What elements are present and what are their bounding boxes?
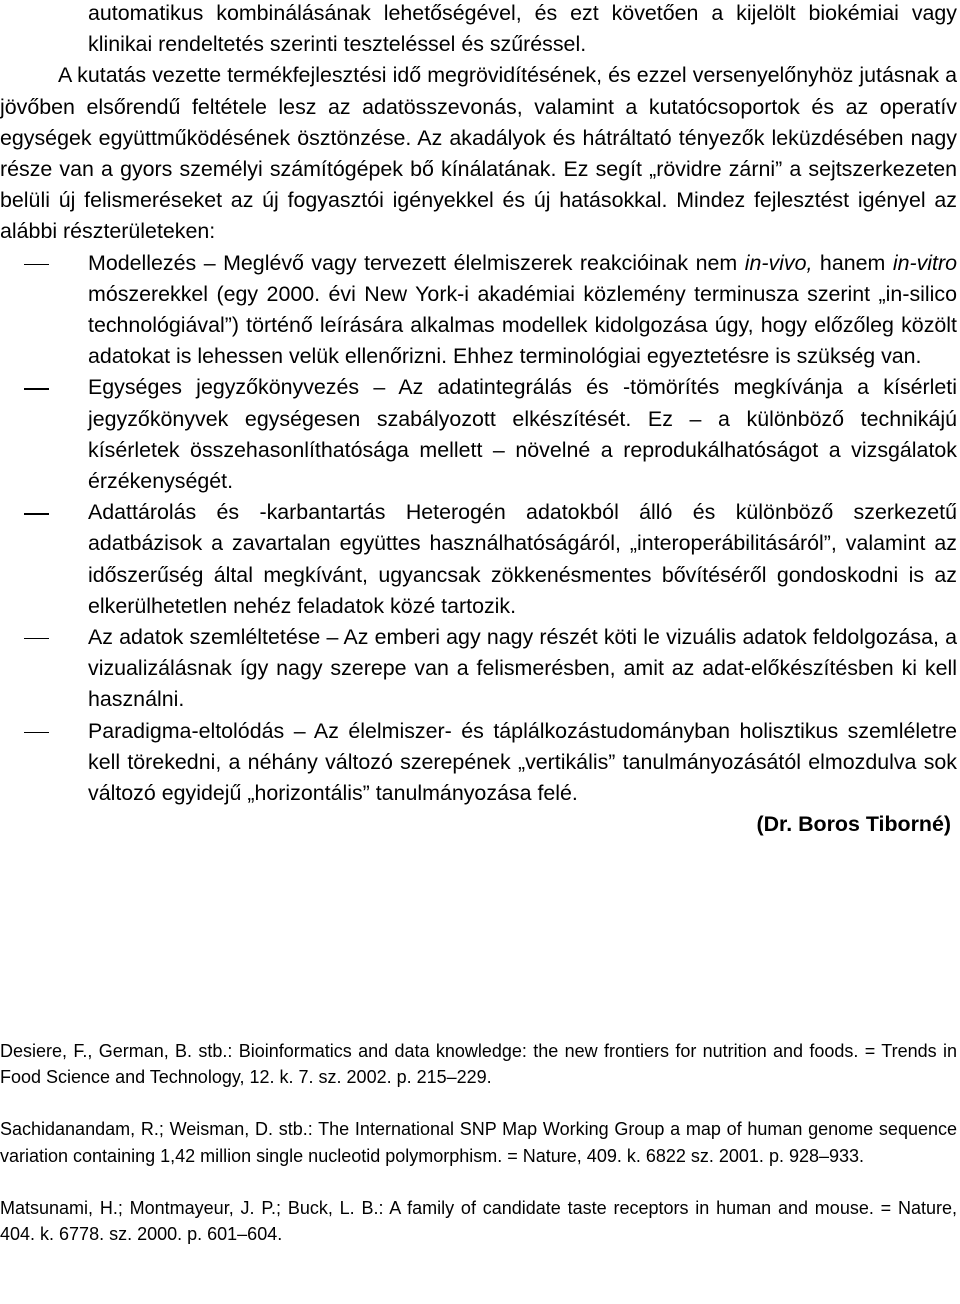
- item-text: mószerekkel (egy 2000. évi New York-i akadémiai közlemény terminusza szerint „in-silico technológiával”) történő leírására alkalmas modellek kidolgozása úgy, hogy előzőleg közölt adatokat is lehessen velük ellenőrizni. Ehhez terminológiai egyeztetésre is szükség van.: [88, 281, 957, 369]
- item-dash: –: [326, 625, 339, 650]
- list-item: [88, 248, 957, 373]
- item-term: Az adatok szemléltetése: [88, 625, 321, 650]
- item-dash: –: [373, 375, 386, 400]
- item-text: Heterogén adatokból álló és különböző szerkezetű adatbázisok a zavartalan együttes használhatóságáról, „interoperábilitásáról”, valamint az időszerűség által megkívánt, ugyancsak zökkenésmentes bővítéséről gondoskodni is az elkerülhetetlen nehéz feladatok közé tartozik.: [88, 500, 957, 618]
- item-term: Paradigma-eltolódás: [88, 718, 285, 743]
- list-item: [88, 497, 957, 622]
- references: [0, 1038, 957, 1273]
- item-text: Az élelmiszer- és táplálkozástudományban holisztikus szemléletre kell törekedni, a néhány változó szerepének „vertikális” tanulmányozásától elmozdulva sok változó egyidejű „horizontális” tanulmányozása felé.: [88, 718, 957, 806]
- item-term: Adattárolás és -karbantartás: [88, 500, 386, 525]
- author-signature: (Dr. Boros Tiborné): [756, 812, 951, 837]
- item-italic: in-vivo,: [744, 250, 813, 275]
- item-dash: –: [203, 250, 216, 275]
- requirements-list: [0, 248, 957, 810]
- list-item: [88, 716, 957, 810]
- item-term: Modellezés: [88, 250, 197, 275]
- list-item: [88, 372, 957, 497]
- list-item: [88, 622, 957, 716]
- item-text: hanem: [812, 250, 893, 275]
- item-text: Az emberi agy nagy részét köti le vizuális adatok feldolgozása, a vizualizálásnak így nagy szerepe van a felismerésben, amit az adat-előkészítésben ki kell használni.: [88, 625, 958, 712]
- intro-paragraph: A kutatás vezette termékfejlesztési idő megrövidítésének, és ezzel versenyelőnyhöz jutásnak a jövőben elsőrendű feltétele lesz az adatösszevonás, valamint a kutatócsoportok és az operatív egységek együttműködésének ösztönzése. Az akadályok és hátráltató tényezők leküzdésében nagy része van a gyors személyi számítógépek bő kínálatának. Ez segít „rövidre zárni” a sejtszerkezeten belüli új felismeréseket az új fogyasztói igényekkel és új hatásokkal. Mindez fejlesztést igényel az alábbi részterületeken:: [0, 63, 957, 244]
- item-italic: in-vitro: [892, 250, 957, 275]
- reference-item: Sachidanandam, R.; Weisman, D. stb.: The International SNP Map Working Group a map of human genome sequence variation containing 1,42 million single nucleotid polymorphism. = Nature, 409. k. 6822 sz. 2001. p. 928–933.: [0, 1119, 957, 1166]
- opening-line: automatikus kombinálásának lehetőségével, és ezt követően a kijelölt biokémiai vagy klinikai rendeltetés szerinti teszteléssel és szűréssel.: [88, 1, 957, 57]
- item-text: Meglévő vagy tervezett élelmiszerek reakcióinak nem: [223, 250, 745, 275]
- item-dash: –: [293, 718, 306, 743]
- reference-item: Matsunami, H.; Montmayeur, J. P.; Buck, L. B.: A family of candidate taste receptors in human and mouse. = Nature, 404. k. 6778. sz. 2000. p. 601–604.: [0, 1197, 957, 1245]
- item-text: Az adatintegrálás és -tömörítés megkívánja a kísérleti jegyzőkönyvek egységesen szabályozott elkészítését. Ez – a különböző technikájú kísérletek összehasonlíthatósága mellett – növelné a reprodukálhatóságot a vizsgálatok érzékenységét.: [88, 375, 958, 494]
- reference-item: Desiere, F., German, B. stb.: Bioinformatics and data knowledge: the new frontiers for nutrition and foods. = Trends in Food Science and Technology, 12. k. 7. sz. 2002. p. 215–229.: [0, 1041, 957, 1088]
- item-term: Egységes jegyzőkönyvezés: [88, 375, 360, 400]
